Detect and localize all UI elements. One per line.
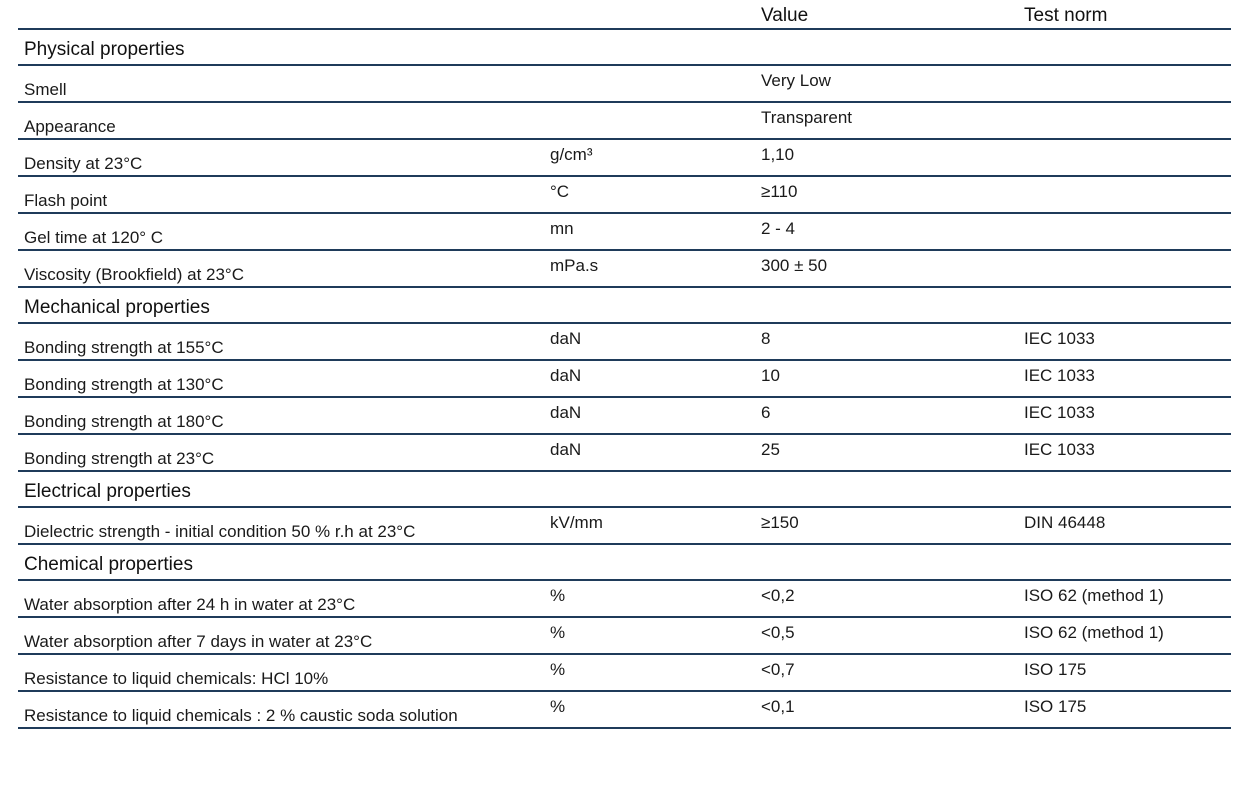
table-row	[18, 66, 1231, 103]
test-norm-cell: IEC 1033	[1024, 403, 1095, 422]
value-cell: <0,1	[761, 697, 795, 716]
test-norm-cell: ISO 62 (method 1)	[1024, 623, 1164, 642]
section-title: Mechanical properties	[24, 297, 210, 318]
value-cell: ≥110	[761, 182, 798, 201]
table-row	[18, 618, 1231, 655]
test-norm-cell: IEC 1033	[1024, 366, 1095, 385]
property-cell: Bonding strength at 155°C	[24, 338, 224, 357]
table-row	[18, 324, 1231, 361]
property-cell: Bonding strength at 23°C	[24, 449, 215, 468]
value-cell: <0,7	[761, 660, 795, 679]
property-cell: Density at 23°C	[24, 154, 143, 173]
value-cell: 6	[761, 403, 771, 422]
value-cell: 300 ± 50	[761, 256, 828, 275]
property-cell: Flash point	[24, 191, 108, 210]
table-row	[18, 398, 1231, 435]
value-cell: 25	[761, 440, 780, 459]
test-norm-column-header: Test norm	[1024, 5, 1108, 26]
property-cell: Water absorption after 24 h in water at 23°C	[24, 595, 356, 614]
unit-cell: °C	[550, 182, 570, 201]
unit-cell: mPa.s	[550, 256, 599, 275]
section-heading-row	[18, 545, 1231, 581]
properties-table	[18, 0, 1231, 729]
section-title: Chemical properties	[24, 554, 193, 575]
unit-cell: g/cm³	[550, 145, 593, 164]
table-row	[18, 140, 1231, 177]
value-column-header: Value	[761, 5, 809, 26]
unit-cell: daN	[550, 329, 582, 348]
value-cell: <0,2	[761, 586, 795, 605]
test-norm-cell: IEC 1033	[1024, 440, 1095, 459]
value-cell: 10	[761, 366, 780, 385]
test-norm-cell: IEC 1033	[1024, 329, 1095, 348]
section-heading-row	[18, 288, 1231, 324]
value-cell: Transparent	[761, 108, 853, 127]
unit-cell: %	[550, 697, 566, 716]
test-norm-cell: DIN 46448	[1024, 513, 1106, 532]
unit-cell: %	[550, 623, 566, 642]
test-norm-cell: ISO 175	[1024, 697, 1087, 716]
table-row	[18, 435, 1231, 472]
property-cell: Viscosity (Brookfield) at 23°C	[24, 265, 245, 284]
table-row	[18, 581, 1231, 618]
test-norm-cell: ISO 62 (method 1)	[1024, 586, 1164, 605]
value-cell: ≥150	[761, 513, 799, 532]
unit-cell: mn	[550, 219, 574, 238]
test-norm-cell: ISO 175	[1024, 660, 1087, 679]
section-title: Physical properties	[24, 39, 185, 60]
value-cell: 8	[761, 329, 771, 348]
property-cell: Resistance to liquid chemicals : 2 % caustic soda solution	[24, 706, 458, 725]
unit-cell: %	[550, 586, 566, 605]
table-row	[18, 214, 1231, 251]
property-cell: Gel time at 120° C	[24, 228, 164, 247]
property-cell: Resistance to liquid chemicals: HCl 10%	[24, 669, 329, 688]
unit-cell: daN	[550, 440, 582, 459]
property-cell: Bonding strength at 180°C	[24, 412, 224, 431]
table-row	[18, 655, 1231, 692]
unit-cell: kV/mm	[550, 513, 603, 532]
unit-cell: daN	[550, 366, 582, 385]
table-row	[18, 177, 1231, 214]
unit-cell: daN	[550, 403, 582, 422]
property-cell: Smell	[24, 80, 67, 99]
table-header	[18, 0, 1231, 30]
table-row	[18, 508, 1231, 545]
section-heading-row	[18, 30, 1231, 66]
section-title: Electrical properties	[24, 481, 191, 502]
value-cell: 1,10	[761, 145, 795, 164]
property-cell: Bonding strength at 130°C	[24, 375, 224, 394]
value-cell: <0,5	[761, 623, 795, 642]
unit-cell: %	[550, 660, 566, 679]
property-cell: Dielectric strength - initial condition 50 % r.h at 23°C	[24, 522, 416, 541]
table-row	[18, 251, 1231, 288]
table-row	[18, 361, 1231, 398]
table-body	[18, 30, 1231, 729]
property-cell: Water absorption after 7 days in water at 23°C	[24, 632, 373, 651]
table-row	[18, 103, 1231, 140]
table-row	[18, 692, 1231, 729]
value-cell: 2 - 4	[761, 219, 796, 238]
section-heading-row	[18, 472, 1231, 508]
property-cell: Appearance	[24, 117, 116, 136]
value-cell: Very Low	[761, 71, 831, 90]
